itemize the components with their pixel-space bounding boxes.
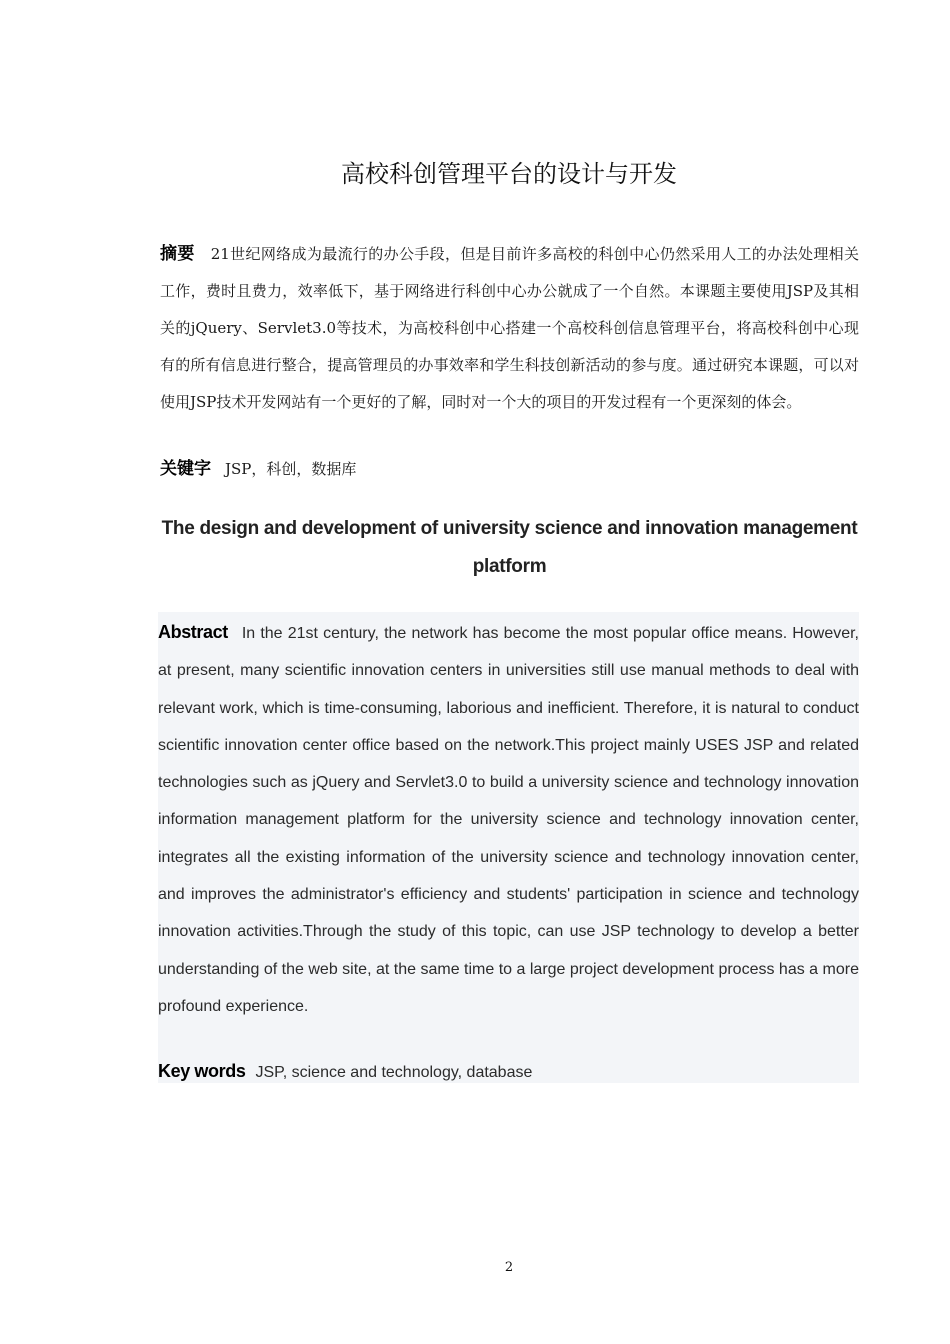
english-abstract-label: Abstract — [158, 622, 228, 642]
english-abstract-text: In the 21st century, the network has become the most popular office means. However, at present, many scientific innovation centers in universities still use manual methods to deal with relevant work, which is time-consuming, laborious and inefficient. Therefore, it is natural to conduct scientific innovation center office based on the network.This project mainly USES JSP and related technologies such as jQuery and Servlet3.0 to build a university science and technology innovation information management platform for the university science and technology innovation center, integrates all the existing information of the university science and technology innovation center, and improves the administrator's efficiency and students' participation in science and technology innovation activities.Through the study of this topic, can use JSP technology to develop a better understanding of the web site, at the same time to a large project development process has a more profound experience. — [158, 625, 859, 1015]
english-title: The design and development of university science and innovation management platform — [161, 518, 858, 577]
page-number: 2 — [504, 1260, 514, 1275]
chinese-abstract — [160, 236, 859, 421]
chinese-keywords-label: 关键字 — [160, 459, 211, 479]
chinese-abstract-text: 21世纪网络成为最流行的办公手段，但是目前许多高校的科创中心仍然采用人工的办法处理相关工作，费时且费力，效率低下，基于网络进行科创中心办公就成了一个自然。本课题主要使用JSP及其相关的jQuery、Servlet3.0等技术，为高校科创中心搭建一个高校科创信息管理平台，将高校科创中心现有的所有信息进行整合，提高管理员的办事效率和学生科技创新活动的参与度。通过研究本课题，可以对使用JSP技术开发网站有一个更好的了解，同时对一个大的项目的开发过程有一个更深刻的体会。 — [160, 245, 860, 411]
english-keywords — [158, 1059, 859, 1085]
chinese-abstract-label: 摘要 — [160, 244, 195, 264]
english-abstract-block — [158, 612, 859, 1083]
chinese-title: 高校科创管理平台的设计与开发 — [341, 160, 677, 188]
english-keywords-text: JSP, science and technology, database — [255, 1064, 533, 1081]
english-keywords-label: Key words — [158, 1061, 246, 1081]
chinese-keywords-text: JSP，科创，数据库 — [225, 460, 357, 478]
chinese-keywords — [160, 452, 859, 486]
english-abstract — [158, 614, 859, 1025]
